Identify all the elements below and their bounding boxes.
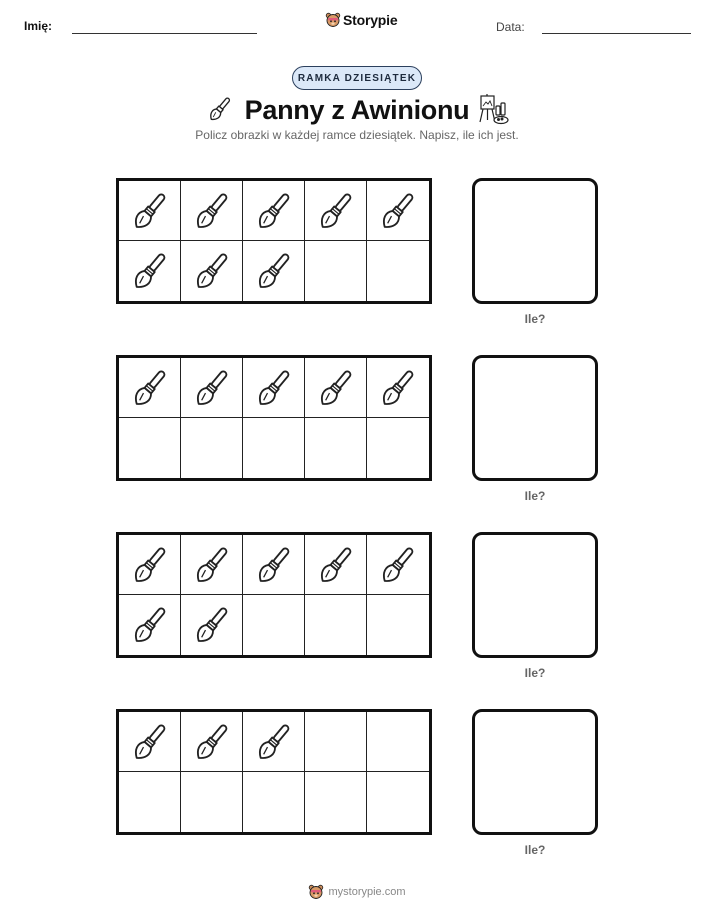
paintbrush-icon <box>313 542 359 588</box>
paintbrush-icon <box>127 248 173 294</box>
worksheet-header <box>0 0 714 50</box>
ten-frame-cell <box>367 535 429 595</box>
ten-frame <box>116 178 432 304</box>
instructions: Policz obrazki w każdej ramce dziesiątek. Napisz, ile ich jest. <box>195 128 519 142</box>
ten-frame-cell <box>243 418 305 478</box>
ten-frame-cell <box>305 181 367 241</box>
answer-question-label: Ile? <box>524 843 546 857</box>
ten-frame-cell <box>367 772 429 832</box>
ten-frame-cell <box>243 358 305 418</box>
ten-frame-cell <box>181 358 243 418</box>
ten-frame-cell <box>367 358 429 418</box>
ten-frame-cell <box>119 772 181 832</box>
paintbrush-icon <box>375 365 421 411</box>
ten-frame-cell <box>367 181 429 241</box>
ten-frame-cell <box>305 358 367 418</box>
ten-frame-cell <box>181 772 243 832</box>
paintbrush-icon <box>127 365 173 411</box>
ten-frame-cell <box>243 595 305 655</box>
worksheet-title: Panny z Awinionu <box>244 95 470 125</box>
ten-frame <box>116 532 432 658</box>
brand-logo <box>325 12 397 28</box>
answer-box[interactable] <box>472 355 598 481</box>
ten-frame-cell <box>243 712 305 772</box>
paintbrush-icon <box>127 719 173 765</box>
paintbrush-icon <box>127 542 173 588</box>
ten-frame-cell <box>181 418 243 478</box>
ten-frame-cell <box>119 535 181 595</box>
paintbrush-icon <box>251 542 297 588</box>
answer-box[interactable] <box>472 178 598 304</box>
ten-frame-cell <box>119 241 181 301</box>
ten-frame <box>116 355 432 481</box>
ten-frame-cell <box>119 712 181 772</box>
ten-frame-cell <box>305 772 367 832</box>
ten-frame-cell <box>305 712 367 772</box>
ten-frame-cell <box>243 535 305 595</box>
category-badge: RAMKA DZIESIĄTEK <box>292 66 422 90</box>
paintbrush-icon <box>127 602 173 648</box>
answer-question-label: Ile? <box>524 666 546 680</box>
date-write-line[interactable] <box>542 33 691 34</box>
paintbrush-icon <box>189 188 235 234</box>
paintbrush-icon <box>251 188 297 234</box>
footer-url: mystorypie.com <box>328 886 406 898</box>
paintbrush-icon <box>251 719 297 765</box>
ten-frame <box>116 709 432 835</box>
name-write-line[interactable] <box>72 33 257 34</box>
ten-frame-cell <box>367 241 429 301</box>
paintbrush-icon <box>375 542 421 588</box>
ten-frame-cell <box>305 535 367 595</box>
ten-frame-cell <box>181 595 243 655</box>
bear-mascot-icon <box>325 12 341 28</box>
answer-question-label: Ile? <box>524 489 546 503</box>
paintbrush-icon <box>189 365 235 411</box>
bear-mascot-icon <box>308 884 324 900</box>
ten-frame-cell <box>305 595 367 655</box>
ten-frame-cell <box>367 595 429 655</box>
ten-frame-cell <box>119 358 181 418</box>
paintbrush-icon <box>375 188 421 234</box>
ten-frame-cell <box>243 772 305 832</box>
brand-name: Storypie <box>343 12 398 28</box>
ten-frame-cell <box>181 241 243 301</box>
ten-frame-cell <box>367 418 429 478</box>
answer-box[interactable] <box>472 532 598 658</box>
easel-art-supplies-icon <box>476 92 510 126</box>
paintbrush-icon <box>189 602 235 648</box>
ten-frame-cell <box>305 241 367 301</box>
ten-frame-cell <box>243 181 305 241</box>
ten-frame-cell <box>119 418 181 478</box>
ten-frame-cell <box>181 535 243 595</box>
paintbrush-icon <box>189 248 235 294</box>
paintbrush-icon <box>313 188 359 234</box>
ten-frame-cell <box>181 181 243 241</box>
paintbrush-icon <box>127 188 173 234</box>
name-label: Imię: <box>24 19 53 33</box>
date-label: Data: <box>496 20 525 34</box>
ten-frame-cell <box>119 181 181 241</box>
footer <box>0 884 714 900</box>
paintbrush-icon <box>189 542 235 588</box>
answer-question-label: Ile? <box>524 312 546 326</box>
ten-frame-cell <box>181 712 243 772</box>
ten-frame-cell <box>243 241 305 301</box>
title-row <box>0 92 714 128</box>
answer-box[interactable] <box>472 709 598 835</box>
paintbrush-icon <box>189 719 235 765</box>
ten-frame-cell <box>305 418 367 478</box>
ten-frame-cell <box>119 595 181 655</box>
paintbrush-icon <box>251 248 297 294</box>
paintbrush-icon <box>313 365 359 411</box>
paintbrush-icon <box>251 365 297 411</box>
ten-frame-cell <box>367 712 429 772</box>
